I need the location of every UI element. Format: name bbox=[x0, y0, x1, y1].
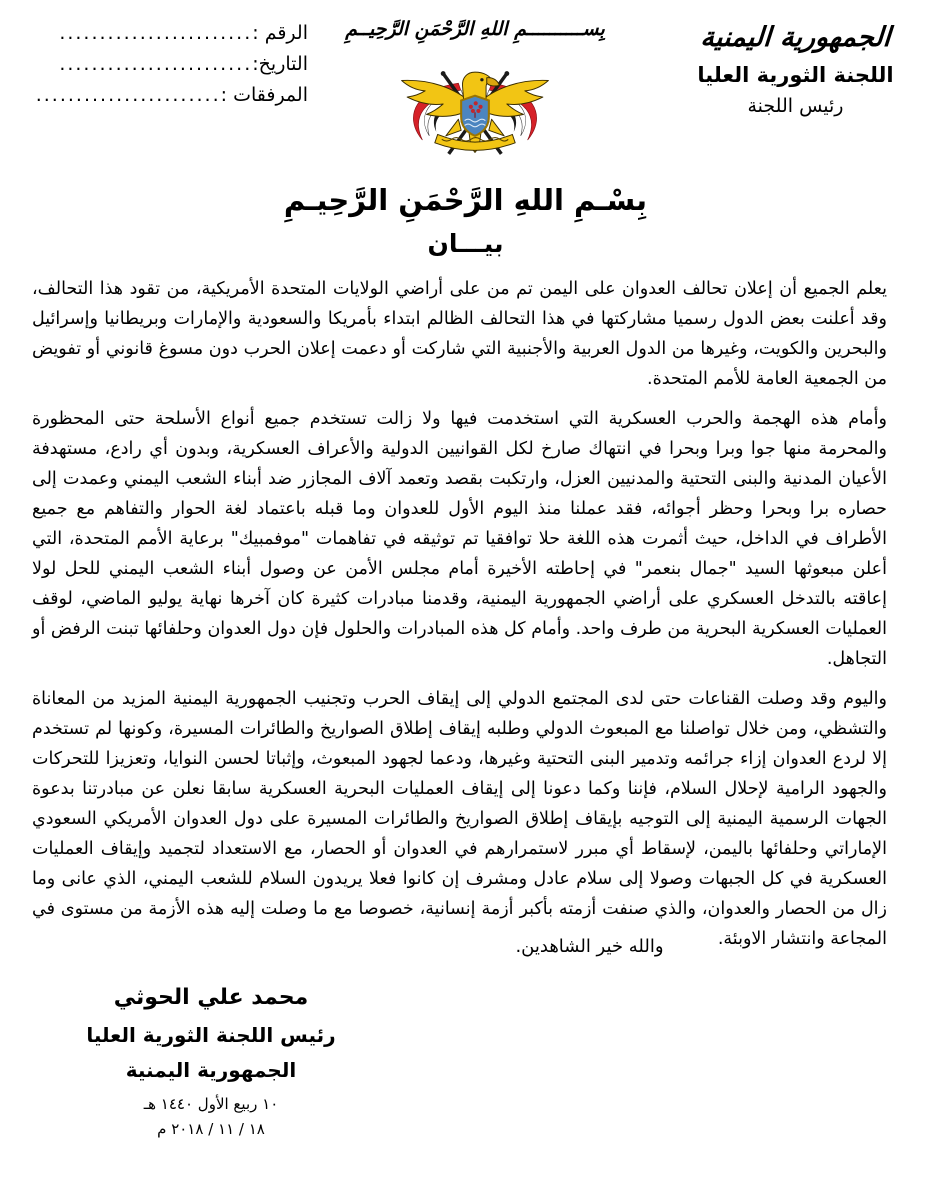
yemen-coat-of-arms-icon bbox=[322, 48, 628, 164]
ref-number-blank: ........................ bbox=[59, 22, 253, 44]
bismillah-calligraphy-main: بِسْـمِ اللهِ الرَّحْمَنِ الرَّحِيـمِ bbox=[283, 183, 648, 217]
paragraph-1: يعلم الجميع أن إعلان تحالف العدوان على اليمن تم من على أراضي الولايات المتحدة الأمريكية، من تقود هذا التحالف، وقد أعلنت بعض الدول رسميا مشاركتها في هذا التحالف الظالم ابتداء بأمريكا والسعودية والإمارات وبريطانيا وإسرائيل والبحرين والكويت، وغيرها من الدول العربية والأجنبية التي شاركت أو دعمت إعلان الحرب دون مسوغ قانوني أو تفويض من الجمعية العامة للأمم المتحدة. bbox=[32, 279, 887, 389]
letterhead-right bbox=[678, 22, 913, 117]
country-name-calligraphy: الجمهورية اليمنية bbox=[699, 22, 892, 53]
ref-date-label: التاريخ: bbox=[252, 53, 308, 75]
signatory-title: رئيس اللجنة الثورية العليا bbox=[86, 1023, 336, 1047]
paragraph-3: واليوم وقد وصلت القناعات حتى لدى المجتمع الدولي إلى إيقاف الحرب وتجنيب الجمهورية اليمنية المزيد من المعاناة والتشظي، ومن خلال تواصلنا مع المبعوث الدولي وطلبه إيقاف إطلاق الصواريخ والطائرات المسيرة، وكونها لم تستخدم إلا لردع العدوان إزاء جرائمه وتدمير البنى التحتية وغيرها، ودعما لجهود المبعوث، وإثباتا لحسن النوايا، وتعزيزا للتحركات والجهود الرامية لإحلال السلام، فإننا وكما دعونا إلى إيقاف العمليات البحرية العسكرية سابقا نعلن عن مبادرتنا بدعوة الجهات الرسمية اليمنية إلى التوجيه بإيقاف إطلاق الصواريخ والطائرات المسيرة على دول العدوان الأمريكي السعودي الإماراتي وحلفائها باليمن، لإسقاط أي مبرر لاستمرارهم في العدوان أو الحصار، مع الاستعداد لتجميد وإيقاف العمليات العسكرية في كل الجبهات وصولا إلى سلام عادل ومشرف إن كانوا فعلا يريدون السلام للشعب اليمني، الذي عانى وما زال من الحصار والعدوان، والذي صنفت أزمته بأكبر أزمة إنسانية، خصوصا مع ما وصلت إليه هذه الأزمة من مستوى في المجاعة وانتشار الاوبئة. bbox=[32, 689, 887, 949]
statement-title: بيـــان bbox=[427, 229, 504, 258]
reference-fields bbox=[8, 18, 308, 111]
signatory-entity: الجمهورية اليمنية bbox=[125, 1058, 297, 1082]
letterhead-center bbox=[322, 18, 628, 164]
ref-attachments-row bbox=[8, 80, 308, 111]
ref-date-row bbox=[8, 49, 308, 80]
document-body bbox=[30, 183, 901, 964]
ref-number-label: الرقم : bbox=[252, 22, 308, 44]
date-gregorian: ١٨ / ١١ / ٢٠١٨ م bbox=[157, 1120, 265, 1138]
ref-attachments-blank: ....................... bbox=[35, 84, 221, 106]
date-hijri: ١٠ ربيع الأول ١٤٤٠ هـ bbox=[143, 1095, 279, 1113]
signatory-name: محمد علي الحوثي bbox=[113, 985, 309, 1010]
committee-name: اللجنة الثورية العليا bbox=[697, 63, 894, 87]
closing-invocation: والله خير الشاهدين. bbox=[515, 936, 664, 957]
signature-block bbox=[66, 985, 356, 1138]
committee-chairman-label: رئيس اللجنة bbox=[747, 95, 844, 117]
ref-attachments-label: المرفقات : bbox=[220, 84, 308, 106]
statement-paragraphs bbox=[30, 274, 901, 954]
paragraph-2: وأمام هذه الهجمة والحرب العسكرية التي استخدمت فيها ولا زالت تستخدم جميع أنواع الأسلحة حتى المحظورة والمحرمة منها جوا وبرا وبحرا في انتهاك صارخ لكل القوانيين الدولية والأعراف العسكرية، وبدون أي رادع، مستهدفة الأعيان المدنية والبنى التحتية والمدنيين العزل، وارتكبت بقصد وتعمد آلاف المجازر ضد أبناء الشعب اليمني وعمدت إلى حصاره برا وبحرا وحظر أجوائه، فقد عملنا منذ اليوم الأول للعدوان وما قبله باعتماد لغة الحوار والتفاهم مع جميع الأطراف في الداخل، حيث أثمرت هذه اللغة حلا توافقيا تم توثيقه في تفاهمات "موفمبيك" برعاية الأمم المتحدة، التي أعلن مبعوثها السيد "جمال بنعمر" في إحاطته الأخيرة أمام مجلس الأمن عن وصول أبناء الشعب اليمني للحل لولا إعاقته بالتدخل العسكري على أراضي الجمهورية اليمنية، وقدمنا مبادرات كثيرة كان آخرها نهاية يوليو الماضي، لوقف العمليات العسكرية البحرية من طرف واحد. وأمام كل هذه المبادرات والحلول فإن دول العدوان وحلفائها تبنت الرفض أو التجاهل. bbox=[32, 409, 887, 669]
bismillah-calligraphy-top: بِســــــــــمِ اللهِ الرَّحْمَنِ الرَّحِيــمِ bbox=[345, 18, 605, 40]
ref-number-row bbox=[8, 18, 308, 49]
ref-date-blank: ........................ bbox=[59, 53, 253, 75]
